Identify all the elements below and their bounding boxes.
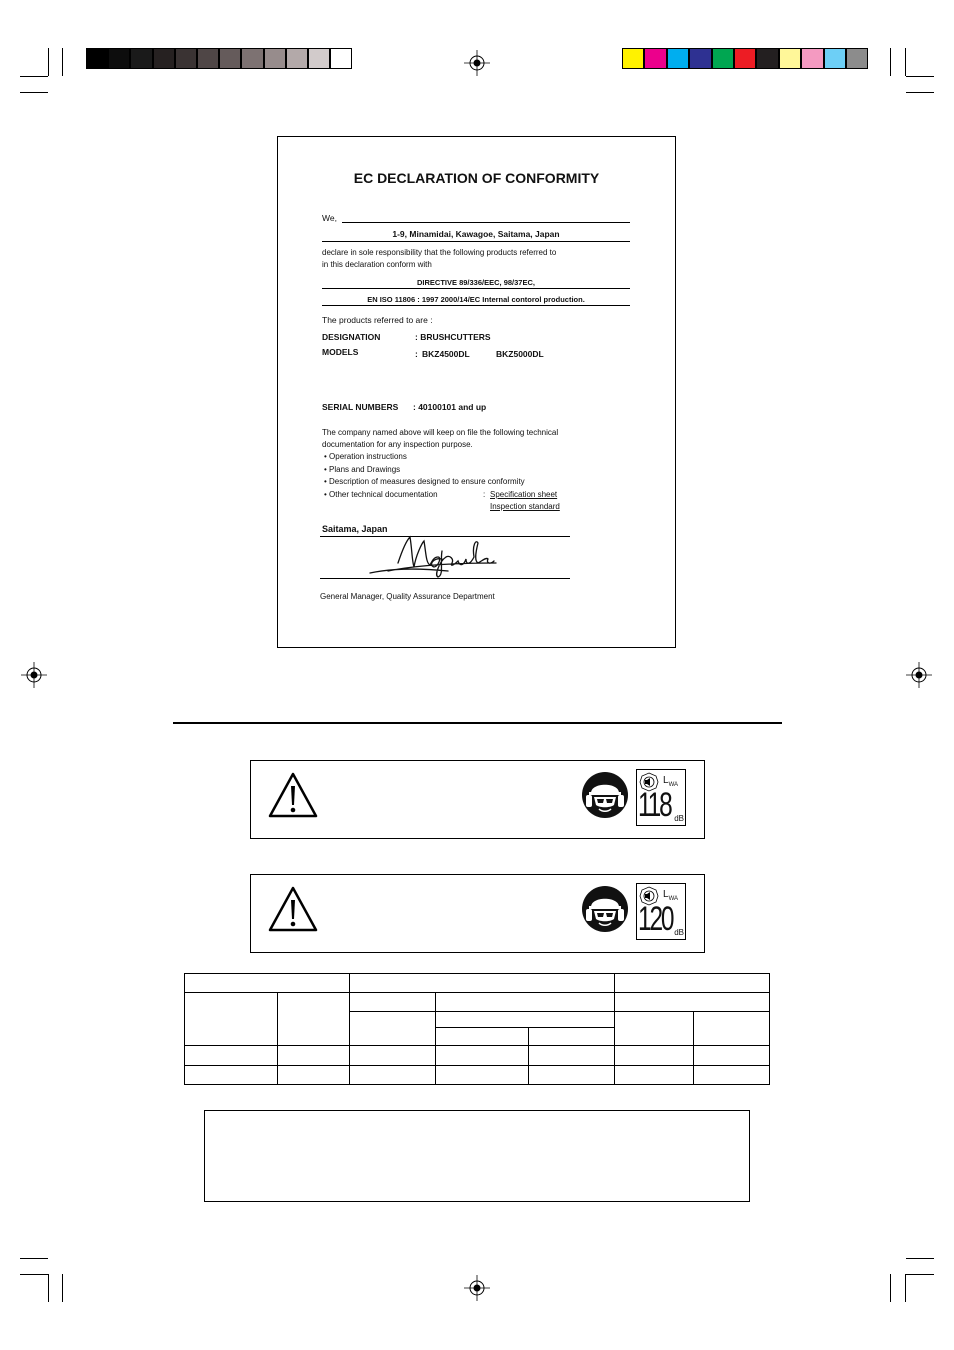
models-colon: : bbox=[415, 349, 418, 359]
color-swatch bbox=[846, 48, 868, 69]
color-swatch bbox=[622, 48, 644, 69]
helmet-goggles-earmuffs-icon bbox=[581, 885, 629, 933]
gray-swatch bbox=[286, 48, 308, 69]
gray-swatch bbox=[308, 48, 330, 69]
company-line-2: documentation for any inspection purpose. bbox=[322, 440, 473, 449]
sound-power-label bbox=[636, 769, 686, 826]
sound-level-unit: dB bbox=[674, 814, 684, 823]
table-row bbox=[185, 1046, 770, 1066]
color-swatch bbox=[756, 48, 778, 69]
declare-line-2: in this declaration conform with bbox=[322, 260, 432, 269]
ec-declaration-box bbox=[277, 136, 676, 648]
company-line-1: The company named above will keep on file the following technical bbox=[322, 428, 559, 437]
warning-triangle-icon bbox=[267, 771, 319, 819]
lwa-sub: WA bbox=[668, 782, 679, 788]
color-swatch bbox=[667, 48, 689, 69]
sound-level-value: 120 bbox=[638, 900, 673, 938]
sound-level-unit: dB bbox=[674, 928, 684, 937]
signature-image bbox=[368, 533, 498, 581]
table-row bbox=[185, 974, 770, 993]
inspection-standard-link: Inspection standard bbox=[490, 502, 560, 511]
lwa-label: L bbox=[663, 775, 669, 786]
gray-swatch bbox=[264, 48, 286, 69]
gray-swatch bbox=[130, 48, 152, 69]
sound-power-label bbox=[636, 883, 686, 940]
section-divider bbox=[173, 722, 782, 724]
model-1: BKZ4500DL bbox=[422, 349, 470, 359]
lwa-label: L bbox=[663, 889, 669, 900]
color-swatch bbox=[644, 48, 666, 69]
standard: EN ISO 11806 : 1997 2000/14/EC Internal contorol production. bbox=[367, 295, 585, 304]
warning-triangle-icon bbox=[267, 885, 319, 933]
other-colon: : bbox=[483, 490, 486, 499]
gray-swatch bbox=[219, 48, 241, 69]
directive: DIRECTIVE 89/336/EEC, 98/37EC, bbox=[417, 278, 535, 287]
we-label: We, bbox=[322, 213, 337, 223]
gray-swatch bbox=[86, 48, 108, 69]
designation-label: DESIGNATION bbox=[322, 332, 381, 342]
gray-swatch bbox=[197, 48, 219, 69]
spec-sheet-link: Specification sheet bbox=[490, 490, 558, 499]
address: 1-9, Minamidai, Kawagoe, Saitama, Japan bbox=[392, 229, 560, 239]
warning-box-120 bbox=[250, 874, 705, 953]
products-intro: The products referred to are : bbox=[322, 315, 433, 325]
color-swatch bbox=[734, 48, 756, 69]
notes-box bbox=[204, 1110, 750, 1202]
declaration-title: EC DECLARATION OF CONFORMITY bbox=[353, 170, 600, 186]
serial-value: : 40100101 and up bbox=[413, 402, 487, 412]
registration-target-icon bbox=[464, 50, 490, 76]
gray-swatch bbox=[175, 48, 197, 69]
model-2: BKZ5000DL bbox=[496, 349, 544, 359]
designation-value: : BRUSHCUTTERS bbox=[415, 332, 491, 342]
sound-level-value: 118 bbox=[638, 786, 671, 824]
table-row bbox=[185, 1066, 770, 1085]
gray-swatch bbox=[241, 48, 263, 69]
list-item: • Other technical documentation bbox=[324, 490, 438, 499]
color-swatch bbox=[712, 48, 734, 69]
list-item: • Operation instructions bbox=[324, 452, 407, 461]
registration-target-icon bbox=[464, 1275, 490, 1301]
signer-title: General Manager, Quality Assurance Department bbox=[320, 592, 495, 601]
gray-swatch bbox=[330, 48, 352, 69]
color-swatch bbox=[801, 48, 823, 69]
list-item: • Plans and Drawings bbox=[324, 465, 401, 474]
warning-box-118 bbox=[250, 760, 705, 839]
list-item: • Description of measures designed to ensure conformity bbox=[324, 477, 525, 486]
declare-line-1: declare in sole responsibility that the following products referred to bbox=[322, 248, 557, 257]
lwa-sub: WA bbox=[668, 896, 679, 902]
color-swatch bbox=[779, 48, 801, 69]
table-row bbox=[185, 993, 770, 1012]
gray-swatch bbox=[108, 48, 130, 69]
registration-target-icon bbox=[906, 662, 932, 688]
helmet-goggles-earmuffs-icon bbox=[581, 771, 629, 819]
place: Saitama, Japan bbox=[322, 524, 388, 534]
serial-label: SERIAL NUMBERS bbox=[322, 402, 399, 412]
registration-target-icon bbox=[21, 662, 47, 688]
spec-table bbox=[184, 973, 770, 1085]
gray-swatch bbox=[153, 48, 175, 69]
models-label: MODELS bbox=[322, 347, 359, 357]
color-swatch bbox=[689, 48, 711, 69]
color-swatch bbox=[824, 48, 846, 69]
